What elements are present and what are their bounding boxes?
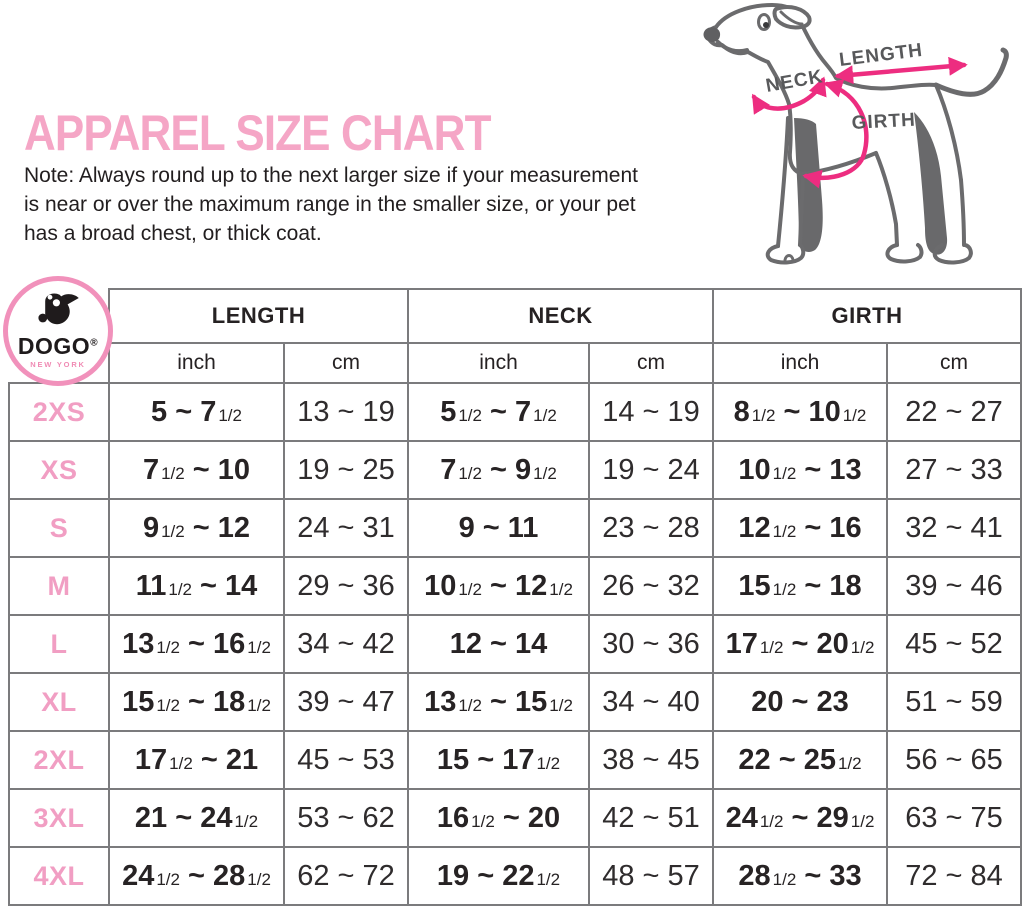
girth-cm-value: 56 ~ 65 bbox=[887, 731, 1021, 789]
size-label: 4XL bbox=[9, 847, 109, 905]
girth-inch-value: 15 1/2 ~ 18 bbox=[713, 557, 887, 615]
length-cm-value: 13 ~ 19 bbox=[284, 383, 408, 441]
length-inch-value: 24 1/2 ~ 28 1/2 bbox=[109, 847, 284, 905]
length-inch-value: 11 1/2 ~ 14 bbox=[109, 557, 284, 615]
table-row bbox=[9, 615, 1021, 673]
girth-cm-value: 72 ~ 84 bbox=[887, 847, 1021, 905]
girth-cm-value: 51 ~ 59 bbox=[887, 673, 1021, 731]
size-label: XS bbox=[9, 441, 109, 499]
unit-header-cm: cm bbox=[887, 343, 1021, 383]
girth-cm-value: 22 ~ 27 bbox=[887, 383, 1021, 441]
girth-inch-value: 20 ~ 23 bbox=[713, 673, 887, 731]
length-cm-value: 53 ~ 62 bbox=[284, 789, 408, 847]
size-label: XL bbox=[9, 673, 109, 731]
length-cm-value: 34 ~ 42 bbox=[284, 615, 408, 673]
page-title: APPAREL SIZE CHART bbox=[24, 105, 491, 161]
neck-cm-value: 19 ~ 24 bbox=[589, 441, 713, 499]
girth-cm-value: 39 ~ 46 bbox=[887, 557, 1021, 615]
girth-inch-value: 28 1/2 ~ 33 bbox=[713, 847, 887, 905]
neck-cm-value: 38 ~ 45 bbox=[589, 731, 713, 789]
table-row bbox=[9, 847, 1021, 905]
size-label: 3XL bbox=[9, 789, 109, 847]
unit-header-inch: inch bbox=[713, 343, 887, 383]
dog-measurement-diagram bbox=[664, 0, 1024, 268]
neck-cm-value: 30 ~ 36 bbox=[589, 615, 713, 673]
table-row bbox=[9, 441, 1021, 499]
size-table-body bbox=[9, 383, 1021, 905]
unit-header-inch: inch bbox=[109, 343, 284, 383]
length-inch-value: 17 1/2 ~ 21 bbox=[109, 731, 284, 789]
unit-header-inch: inch bbox=[408, 343, 589, 383]
girth-inch-value: 8 1/2 ~ 10 1/2 bbox=[713, 383, 887, 441]
size-chart-table bbox=[8, 288, 1022, 906]
girth-inch-value: 10 1/2 ~ 13 bbox=[713, 441, 887, 499]
size-label: S bbox=[9, 499, 109, 557]
neck-inch-value: 5 1/2 ~ 7 1/2 bbox=[408, 383, 589, 441]
length-inch-value: 9 1/2 ~ 12 bbox=[109, 499, 284, 557]
girth-cm-value: 32 ~ 41 bbox=[887, 499, 1021, 557]
table-row bbox=[9, 499, 1021, 557]
neck-inch-value: 12 ~ 14 bbox=[408, 615, 589, 673]
girth-cm-value: 63 ~ 75 bbox=[887, 789, 1021, 847]
unit-header-cm: cm bbox=[284, 343, 408, 383]
note-line: Note: Always round up to the next larger size if your measurement bbox=[24, 164, 638, 187]
neck-cm-value: 23 ~ 28 bbox=[589, 499, 713, 557]
unit-header-cm: cm bbox=[589, 343, 713, 383]
length-inch-value: 15 1/2 ~ 18 1/2 bbox=[109, 673, 284, 731]
dog-illustration bbox=[664, 0, 1024, 268]
neck-inch-value: 15 ~ 17 1/2 bbox=[408, 731, 589, 789]
neck-inch-value: 16 1/2 ~ 20 bbox=[408, 789, 589, 847]
table-row bbox=[9, 731, 1021, 789]
size-label: L bbox=[9, 615, 109, 673]
neck-cm-value: 34 ~ 40 bbox=[589, 673, 713, 731]
length-cm-value: 45 ~ 53 bbox=[284, 731, 408, 789]
dog-head-icon bbox=[32, 290, 84, 330]
length-cm-value: 62 ~ 72 bbox=[284, 847, 408, 905]
note-line: is near or over the maximum range in the smaller size, or your pet bbox=[24, 193, 636, 216]
size-label: 2XS bbox=[9, 383, 109, 441]
girth-cm-value: 27 ~ 33 bbox=[887, 441, 1021, 499]
registered-mark: ® bbox=[90, 337, 99, 349]
length-cm-value: 29 ~ 36 bbox=[284, 557, 408, 615]
neck-inch-value: 7 1/2 ~ 9 1/2 bbox=[408, 441, 589, 499]
neck-inch-value: 13 1/2 ~ 15 1/2 bbox=[408, 673, 589, 731]
dog-ear bbox=[775, 7, 810, 28]
table-row bbox=[9, 789, 1021, 847]
dog-far-legs bbox=[794, 109, 947, 255]
note-text bbox=[24, 161, 638, 248]
group-header-length: LENGTH bbox=[109, 289, 408, 343]
neck-cm-value: 48 ~ 57 bbox=[589, 847, 713, 905]
size-label: 2XL bbox=[9, 731, 109, 789]
table-row bbox=[9, 557, 1021, 615]
length-inch-value: 21 ~ 24 1/2 bbox=[109, 789, 284, 847]
girth-inch-value: 24 1/2 ~ 29 1/2 bbox=[713, 789, 887, 847]
group-header-girth: GIRTH bbox=[713, 289, 1021, 343]
neck-inch-value: 9 ~ 11 bbox=[408, 499, 589, 557]
note-line: has a broad chest, or thick coat. bbox=[24, 222, 322, 245]
girth-inch-value: 12 1/2 ~ 16 bbox=[713, 499, 887, 557]
neck-inch-value: 10 1/2 ~ 12 1/2 bbox=[408, 557, 589, 615]
girth-cm-value: 45 ~ 52 bbox=[887, 615, 1021, 673]
length-inch-value: 5 ~ 7 1/2 bbox=[109, 383, 284, 441]
table-row bbox=[9, 383, 1021, 441]
girth-inch-value: 17 1/2 ~ 20 1/2 bbox=[713, 615, 887, 673]
neck-label: NECK bbox=[764, 66, 825, 97]
length-cm-value: 19 ~ 25 bbox=[284, 441, 408, 499]
size-label: M bbox=[9, 557, 109, 615]
table-row bbox=[9, 673, 1021, 731]
brand-logo bbox=[3, 276, 113, 386]
group-header-neck: NECK bbox=[408, 289, 713, 343]
group-header-row bbox=[9, 289, 1021, 343]
length-cm-value: 39 ~ 47 bbox=[284, 673, 408, 731]
girth-label: GIRTH bbox=[851, 109, 917, 134]
dog-nose bbox=[704, 27, 721, 42]
unit-header-row bbox=[9, 343, 1021, 383]
neck-cm-value: 42 ~ 51 bbox=[589, 789, 713, 847]
length-inch-value: 13 1/2 ~ 16 1/2 bbox=[109, 615, 284, 673]
dog-mouth bbox=[718, 42, 747, 51]
girth-inch-value: 22 ~ 25 1/2 bbox=[713, 731, 887, 789]
dog-tail bbox=[936, 50, 1006, 94]
brand-name: DOGO® bbox=[17, 333, 99, 359]
brand-city: NEW YORK bbox=[30, 360, 86, 369]
neck-cm-value: 26 ~ 32 bbox=[589, 557, 713, 615]
length-inch-value: 7 1/2 ~ 10 bbox=[109, 441, 284, 499]
length-label: LENGTH bbox=[838, 39, 925, 71]
neck-inch-value: 19 ~ 22 1/2 bbox=[408, 847, 589, 905]
neck-cm-value: 14 ~ 19 bbox=[589, 383, 713, 441]
length-cm-value: 24 ~ 31 bbox=[284, 499, 408, 557]
